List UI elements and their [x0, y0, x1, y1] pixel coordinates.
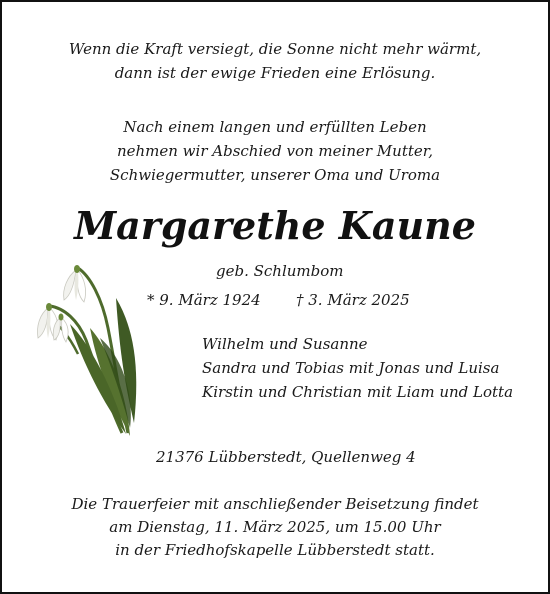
announcement-line: Nach einem langen und erfüllten Leben: [123, 118, 427, 136]
family-member-line: Sandra und Tobias mit Jonas und Luisa: [202, 359, 500, 377]
death-date: † 3. März 2025: [296, 291, 410, 309]
announcement-line: Schwiegermutter, unserer Oma und Uroma: [109, 166, 441, 184]
funeral-line: Die Trauerfeier mit anschließender Beisetzung findet: [71, 495, 479, 513]
poem-line: Wenn die Kraft versiegt, die Sonne nicht mehr wärmt,: [68, 40, 482, 58]
announcement-line: nehmen wir Abschied von meiner Mutter,: [116, 142, 434, 160]
funeral-line: in der Friedhofskapelle Lübberstedt statt.: [115, 541, 435, 559]
snowdrop-flower-icon: [30, 258, 150, 438]
deceased-name: Margarethe Kaune: [74, 203, 476, 248]
poem-line: dann ist der ewige Frieden eine Erlösung.: [114, 64, 436, 82]
family-member-line: Kirstin und Christian mit Liam und Lotta: [202, 383, 514, 401]
funeral-line: am Dienstag, 11. März 2025, um 15.00 Uhr: [109, 518, 441, 536]
address: 21376 Lübberstedt, Quellenweg 4: [156, 448, 416, 466]
family-member-line: Wilhelm und Susanne: [202, 335, 368, 353]
birth-name: geb. Schlumbom: [216, 262, 344, 280]
birth-date: * 9. März 1924: [147, 291, 261, 309]
